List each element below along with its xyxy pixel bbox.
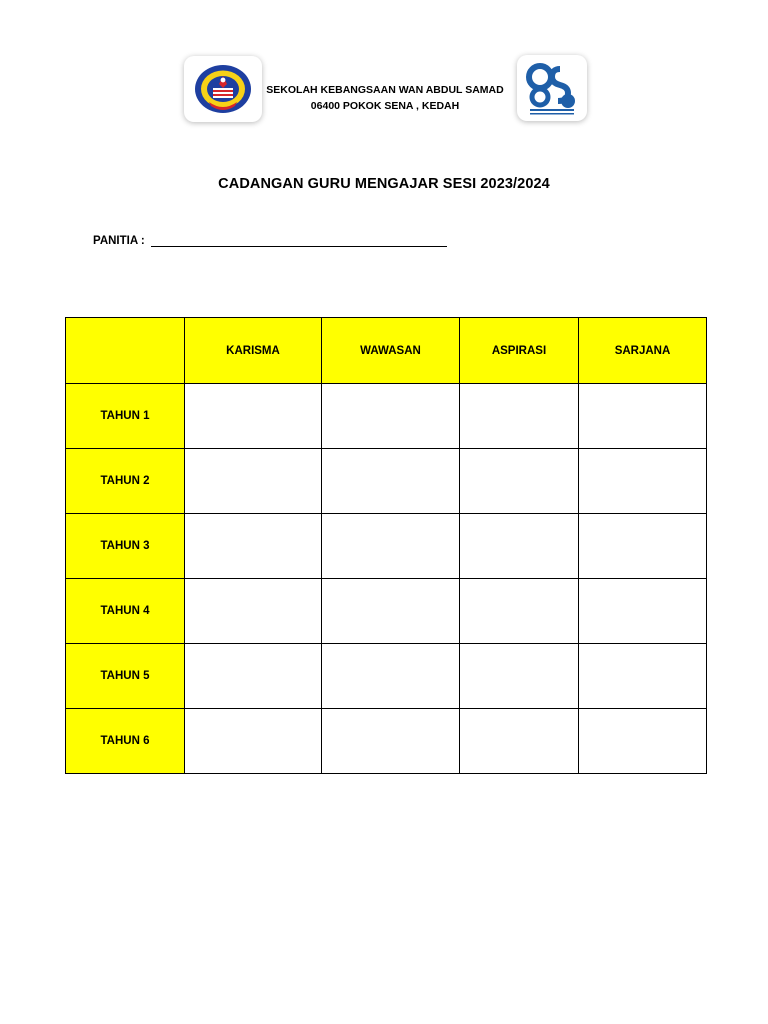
table-row — [66, 384, 707, 449]
table-cell[interactable] — [322, 449, 460, 514]
table-cell[interactable] — [579, 449, 707, 514]
table-cell[interactable] — [460, 579, 579, 644]
table-cell[interactable] — [185, 644, 322, 709]
header-cell-aspirasi: ASPIRASI — [460, 318, 579, 384]
table-row — [66, 449, 707, 514]
table-row — [66, 514, 707, 579]
teacher-proposal-table — [65, 317, 707, 774]
table-cell[interactable] — [322, 579, 460, 644]
table-cell[interactable] — [460, 709, 579, 774]
table-cell[interactable] — [185, 709, 322, 774]
panitia-field — [93, 234, 447, 247]
row-label: TAHUN 5 — [66, 644, 185, 709]
table-cell[interactable] — [185, 514, 322, 579]
ministry-emblem-logo — [517, 55, 587, 121]
table-cell[interactable] — [460, 449, 579, 514]
table-row — [66, 579, 707, 644]
row-label: TAHUN 6 — [66, 709, 185, 774]
table-cell[interactable] — [460, 384, 579, 449]
table-cell[interactable] — [579, 709, 707, 774]
table-cell[interactable] — [579, 384, 707, 449]
school-header — [240, 82, 530, 114]
header-cell-wawasan: WAWASAN — [322, 318, 460, 384]
table-cell[interactable] — [322, 709, 460, 774]
table-cell[interactable] — [322, 384, 460, 449]
document-title: CADANGAN GURU MENGAJAR SESI 2023/2024 — [218, 176, 550, 192]
table-cell[interactable] — [460, 644, 579, 709]
row-label: TAHUN 4 — [66, 579, 185, 644]
table-row — [66, 709, 707, 774]
table-cell[interactable] — [322, 514, 460, 579]
table-cell[interactable] — [460, 514, 579, 579]
panitia-label: PANITIA : — [93, 235, 145, 247]
panitia-input-line[interactable] — [151, 234, 447, 247]
table-cell[interactable] — [579, 644, 707, 709]
school-name: SEKOLAH KEBANGSAAN WAN ABDUL SAMAD — [266, 84, 504, 96]
header-cell-corner — [66, 318, 185, 384]
table-header-row — [66, 318, 707, 384]
table-cell[interactable] — [185, 384, 322, 449]
table-cell[interactable] — [579, 579, 707, 644]
school-address: 06400 POKOK SENA , KEDAH — [310, 100, 460, 112]
header-cell-sarjana: SARJANA — [579, 318, 707, 384]
table-cell[interactable] — [579, 514, 707, 579]
table-cell[interactable] — [322, 644, 460, 709]
ministry-emblem-icon — [522, 59, 582, 117]
table-cell[interactable] — [185, 579, 322, 644]
row-label: TAHUN 3 — [66, 514, 185, 579]
row-label: TAHUN 2 — [66, 449, 185, 514]
header-cell-karisma: KARISMA — [185, 318, 322, 384]
table-cell[interactable] — [185, 449, 322, 514]
table-row — [66, 644, 707, 709]
row-label: TAHUN 1 — [66, 384, 185, 449]
